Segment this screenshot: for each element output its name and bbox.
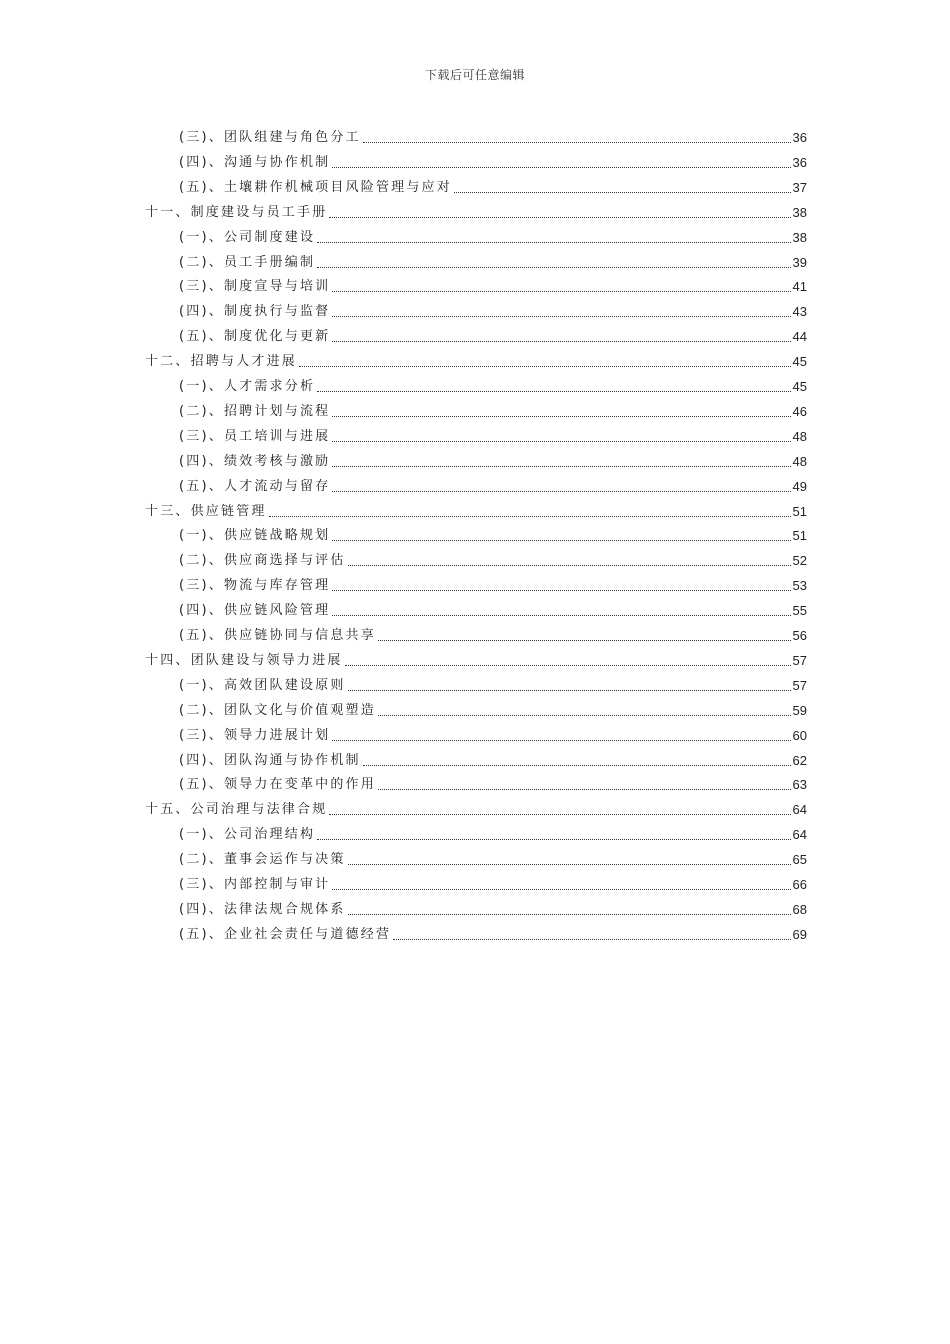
toc-section-entry[interactable] (179, 573, 807, 595)
toc-section-entry[interactable] (179, 150, 807, 172)
toc-section-entry[interactable] (179, 673, 807, 695)
toc-dot-leader (332, 291, 790, 292)
toc-entry-title: (五)、领导力在变革中的作用 (179, 777, 376, 793)
toc-section-entry[interactable] (179, 299, 807, 321)
toc-section-entry[interactable] (179, 872, 807, 894)
toc-section-entry[interactable] (179, 598, 807, 620)
toc-page-number: 36 (792, 130, 807, 145)
toc-entry-title: (四)、团队沟通与协作机制 (179, 752, 361, 768)
toc-entry-title: 十三、供应链管理 (145, 503, 267, 519)
toc-dot-leader (348, 914, 791, 915)
toc-dot-leader (332, 889, 790, 890)
toc-chapter-entry[interactable] (145, 200, 807, 222)
toc-dot-leader (329, 217, 790, 218)
toc-page-number: 56 (792, 628, 807, 643)
toc-section-entry[interactable] (179, 250, 807, 272)
toc-dot-leader (378, 640, 791, 641)
toc-dot-leader (332, 316, 790, 317)
toc-section-entry[interactable] (179, 748, 807, 770)
toc-dot-leader (363, 142, 791, 143)
toc-dot-leader (317, 391, 790, 392)
toc-section-entry[interactable] (179, 897, 807, 919)
toc-dot-leader (332, 491, 790, 492)
toc-section-entry[interactable] (179, 822, 807, 844)
toc-section-entry[interactable] (179, 374, 807, 396)
toc-section-entry[interactable] (179, 922, 807, 944)
toc-entry-title: (三)、物流与库存管理 (179, 578, 331, 594)
toc-dot-leader (332, 466, 790, 467)
toc-page-number: 43 (792, 304, 807, 320)
toc-page-number: 38 (792, 204, 807, 220)
toc-page-number: 48 (792, 453, 807, 469)
toc-chapter-entry[interactable] (145, 648, 807, 670)
toc-entry-title: 十一、制度建设与员工手册 (145, 204, 328, 220)
toc-dot-leader (348, 690, 791, 691)
toc-page-number: 55 (792, 603, 807, 619)
toc-entry-title: (五)、企业社会责任与道德经营 (179, 926, 392, 942)
toc-page-number: 51 (792, 503, 807, 519)
toc-section-entry[interactable] (179, 175, 807, 197)
toc-page-number: 62 (792, 752, 807, 768)
toc-page-number: 64 (792, 827, 807, 843)
toc-section-entry[interactable] (179, 474, 807, 496)
toc-section-entry[interactable] (179, 847, 807, 869)
toc-entry-title: (一)、人才需求分析 (179, 379, 316, 394)
toc-entry-title: (五)、供应链协同与信息共享 (179, 628, 376, 643)
toc-entry-title: (二)、团队文化与价值观塑造 (179, 702, 376, 718)
toc-entry-title: (三)、领导力进展计划 (179, 727, 331, 743)
toc-dot-leader (332, 341, 790, 342)
toc-section-entry[interactable] (179, 225, 807, 247)
toc-entry-title: (四)、制度执行与监督 (179, 304, 331, 320)
toc-dot-leader (348, 565, 791, 566)
toc-dot-leader (332, 540, 790, 541)
toc-entry-title: (二)、员工手册编制 (179, 254, 316, 270)
toc-dot-leader (363, 765, 791, 766)
toc-page-number: 66 (792, 877, 807, 892)
toc-section-entry[interactable] (179, 125, 807, 147)
toc-dot-leader (317, 839, 790, 840)
toc-page-number: 51 (792, 528, 807, 544)
toc-entry-title: 十五、公司治理与法律合规 (145, 802, 328, 818)
toc-section-entry[interactable] (179, 772, 807, 794)
toc-page-number: 68 (792, 901, 807, 917)
page-header: 下载后可任意编辑 (424, 68, 525, 82)
toc-dot-leader (332, 590, 790, 591)
toc-section-entry[interactable] (179, 523, 807, 545)
toc-entry-title: (一)、公司制度建设 (179, 229, 316, 245)
toc-dot-leader (332, 167, 790, 168)
toc-dot-leader (329, 814, 790, 815)
toc-entry-title: (五)、人才流动与留存 (179, 478, 331, 494)
toc-entry-title: (四)、供应链风险管理 (179, 603, 331, 619)
toc-page-number: 36 (792, 154, 807, 170)
toc-dot-leader (348, 864, 791, 865)
toc-dot-leader (317, 242, 790, 243)
toc-chapter-entry[interactable] (145, 349, 807, 371)
toc-entry-title: (三)、内部控制与审计 (179, 877, 331, 892)
toc-page-number: 39 (792, 254, 807, 270)
toc-section-entry[interactable] (179, 723, 807, 745)
toc-page-number: 63 (792, 777, 807, 793)
toc-entry-title: (五)、制度优化与更新 (179, 329, 331, 345)
toc-dot-leader (378, 715, 791, 716)
toc-page-number: 59 (792, 702, 807, 718)
toc-section-entry[interactable] (179, 548, 807, 570)
toc-section-entry[interactable] (179, 424, 807, 446)
toc-page-number: 69 (792, 926, 807, 942)
toc-entry-title: (四)、法律法规合规体系 (179, 901, 346, 917)
toc-entry-title: (四)、绩效考核与激励 (179, 453, 331, 469)
toc-entry-title: (一)、公司治理结构 (179, 827, 316, 843)
toc-dot-leader (269, 516, 791, 517)
toc-section-entry[interactable] (179, 449, 807, 471)
toc-entry-title: (五)、土壤耕作机械项目风险管理与应对 (179, 179, 452, 195)
toc-entry-title: (四)、沟通与协作机制 (179, 154, 331, 170)
toc-dot-leader (332, 615, 790, 616)
toc-dot-leader (332, 416, 790, 417)
toc-dot-leader (393, 939, 790, 940)
toc-entry-title: (三)、制度宣导与培训 (179, 279, 331, 295)
toc-dot-leader (378, 789, 791, 790)
toc-page-number: 65 (792, 852, 807, 868)
toc-page-number: 44 (792, 329, 807, 345)
toc-page-number: 37 (792, 179, 807, 195)
toc-page-number: 53 (792, 578, 807, 594)
toc-page-number: 52 (792, 553, 807, 569)
toc-section-entry[interactable] (179, 623, 807, 645)
toc-entry-title: 十四、团队建设与领导力进展 (145, 652, 343, 668)
toc-section-entry[interactable] (179, 274, 807, 296)
toc-page-number: 49 (792, 478, 807, 494)
toc-dot-leader (332, 740, 790, 741)
toc-dot-leader (299, 366, 791, 367)
toc-entry-title: (一)、供应链战略规划 (179, 528, 331, 544)
toc-page-number: 38 (792, 229, 807, 245)
toc-section-entry[interactable] (179, 399, 807, 421)
toc-page-number: 57 (792, 677, 807, 693)
toc-entry-title: (三)、团队组建与角色分工 (179, 130, 361, 145)
toc-page-number: 57 (792, 652, 807, 668)
toc-dot-leader (317, 267, 790, 268)
toc-page-number: 46 (792, 403, 807, 419)
toc-page-number: 45 (792, 379, 807, 394)
toc-page-number: 45 (792, 354, 807, 370)
toc-chapter-entry[interactable] (145, 797, 807, 819)
toc-dot-leader (345, 665, 791, 666)
toc-entry-title: (三)、员工培训与进展 (179, 428, 331, 444)
toc-entry-title: (二)、董事会运作与决策 (179, 852, 346, 868)
toc-entry-title: (二)、供应商选择与评估 (179, 553, 346, 569)
toc-section-entry[interactable] (179, 324, 807, 346)
toc-chapter-entry[interactable] (145, 499, 807, 521)
toc-section-entry[interactable] (179, 698, 807, 720)
toc-entry-title: 十二、招聘与人才进展 (145, 354, 298, 370)
toc-dot-leader (332, 441, 790, 442)
toc-page-number: 60 (792, 727, 807, 743)
toc-page-number: 48 (792, 428, 807, 444)
toc-entry-title: (二)、招聘计划与流程 (179, 403, 331, 419)
toc-dot-leader (454, 192, 791, 193)
toc-page-number: 64 (792, 802, 807, 818)
toc-page-number: 41 (792, 279, 807, 295)
toc-entry-title: (一)、高效团队建设原则 (179, 677, 346, 693)
